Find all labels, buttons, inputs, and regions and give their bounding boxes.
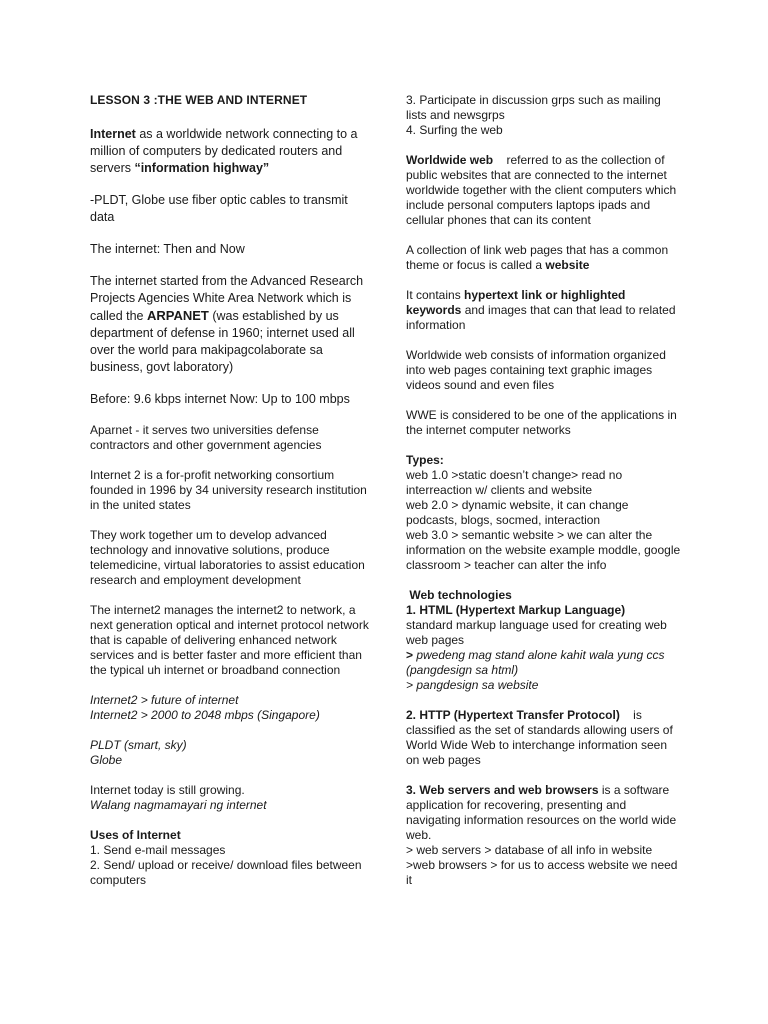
web-technologies-heading: Web technologies <box>406 588 512 602</box>
http-description: is classified as the set of standards allowing users of World Wide Web to interchange information seen on web pages <box>406 708 677 767</box>
type-web2: web 2.0 > dynamic website, it can change podcasts, blogs, socmed, interaction <box>406 498 629 527</box>
information-highway-term: “information highway” <box>134 161 270 175</box>
html-title: 1. HTML (Hypertext Markup Language) <box>406 603 626 617</box>
lesson-title: LESSON 3 :THE WEB AND INTERNET <box>90 93 308 107</box>
wwe-paragraph: WWE is considered to be one of the applications in the internet computer networks <box>406 408 677 437</box>
uses-continued <box>406 93 681 138</box>
hypertext-paragraph <box>406 288 681 333</box>
html-note-marker: > <box>406 648 417 662</box>
html-note-2: > pangdesign sa website <box>406 678 539 692</box>
uses-item: 1. Send e-mail messages <box>90 843 226 857</box>
right-column <box>406 93 681 903</box>
growing-notes <box>90 783 370 813</box>
speed-comparison: Before: 9.6 kbps internet Now: Up to 100 mbps <box>90 392 350 406</box>
arpanet-pre: The internet started from the Advanced Research Projects Agencies White Area Network which is called the <box>90 274 364 323</box>
type-web3: web 3.0 > semantic website > we can alter the information on the website example moddle, google classroom > teacher can alter the info <box>406 528 681 572</box>
servers-description: is a software application for recovering, presenting and navigating information resources on the world wide web. <box>406 783 677 842</box>
then-and-now-heading: The internet: Then and Now <box>90 242 245 256</box>
hypertext-term: hypertext link or highlighted keywords <box>406 288 626 317</box>
web-technologies-http <box>406 708 681 768</box>
internet-term: Internet <box>90 127 136 141</box>
uses-item: 2. Send/ upload or receive/ download files between computers <box>90 858 362 887</box>
website-definition <box>406 243 681 273</box>
web-types <box>406 453 681 573</box>
provider-line-1: PLDT (smart, sky) <box>90 738 187 752</box>
website-pre: A collection of link web pages that has a common theme or focus is called a <box>406 243 669 272</box>
worldwide-web-paragraph <box>406 153 681 228</box>
types-heading: Types: <box>406 453 444 467</box>
html-description: standard markup language used for creating web web pages <box>406 618 667 647</box>
internet2-manages-paragraph: The internet2 manages the internet2 to network, a next generation optical and internet protocol network that is capable of delivering enhanced network services and is better faster and more efficient than the typical uh internet or broadband connection <box>90 603 369 677</box>
web-technologies-html <box>406 588 681 693</box>
servers-note-1: > web servers > database of all info in website <box>406 843 653 857</box>
www-consists-paragraph: Worldwide web consists of information organized into web pages containing text graphic images videos sound and even files <box>406 348 666 392</box>
hypertext-post: and images that can that lead to related information <box>406 303 676 332</box>
worldwide-web-term: Worldwide web <box>406 153 494 167</box>
pldt-globe-providers <box>90 738 370 768</box>
growing-line-2: Walang nagmamayari ng internet <box>90 798 267 812</box>
http-title: 2. HTTP (Hypertext Transfer Protocol) <box>406 708 620 722</box>
uses-of-internet <box>90 828 370 888</box>
html-note-1: pwedeng mag stand alone kahit wala yung ccs (pangdesign sa html) <box>406 648 665 677</box>
arpanet-term: ARPANET <box>146 308 209 323</box>
internet-definition <box>90 126 370 177</box>
web-technologies-servers <box>406 783 681 888</box>
aparnet-paragraph: Aparnet - it serves two universities defense contractors and other government agencies <box>90 423 322 452</box>
arpanet-paragraph <box>90 273 370 376</box>
internet-definition-text: as a worldwide network connecting to a million of computers by dedicated routers and servers <box>90 127 358 175</box>
internet2-paragraph: Internet 2 is a for-profit networking consortium founded in 1996 by 34 university research institution in the united states <box>90 468 367 512</box>
uses-item: 3. Participate in discussion grps such as mailing lists and newsgrps <box>406 93 661 122</box>
uses-item: 4. Surfing the web <box>406 123 503 137</box>
website-term: website <box>545 258 590 272</box>
growing-line-1: Internet today is still growing. <box>90 783 245 797</box>
future-line-1: Internet2 > future of internet <box>90 693 239 707</box>
arpanet-post: (was established by us department of defense in 1960; internet used all over the world para makipagcolaborate sa business, govt laboratory) <box>90 309 355 374</box>
pldt-globe-note: -PLDT, Globe use fiber optic cables to transmit data <box>90 193 348 224</box>
servers-title: 3. Web servers and web browsers <box>406 783 599 797</box>
work-together-paragraph: They work together um to develop advanced technology and innovative solutions, produce telemedicine, virtual laboratories to assist education research and employment development <box>90 528 365 587</box>
servers-note-2: >web browsers > for us to access website we need it <box>406 858 678 887</box>
provider-line-2: Globe <box>90 753 123 767</box>
future-line-2: Internet2 > 2000 to 2048 mbps (Singapore) <box>90 708 320 722</box>
uses-heading: Uses of Internet <box>90 828 181 842</box>
type-web1: web 1.0 >static doesn’t change> read no interreaction w/ clients and website <box>406 468 623 497</box>
hypertext-pre: It contains <box>406 288 465 302</box>
worldwide-web-text: referred to as the collection of public websites that are connected to the internet worldwide together with the client computers which include personal computers laptops ipads and cellular phones that can its content <box>406 153 680 227</box>
left-column <box>90 93 370 903</box>
internet2-future-notes <box>90 693 370 723</box>
